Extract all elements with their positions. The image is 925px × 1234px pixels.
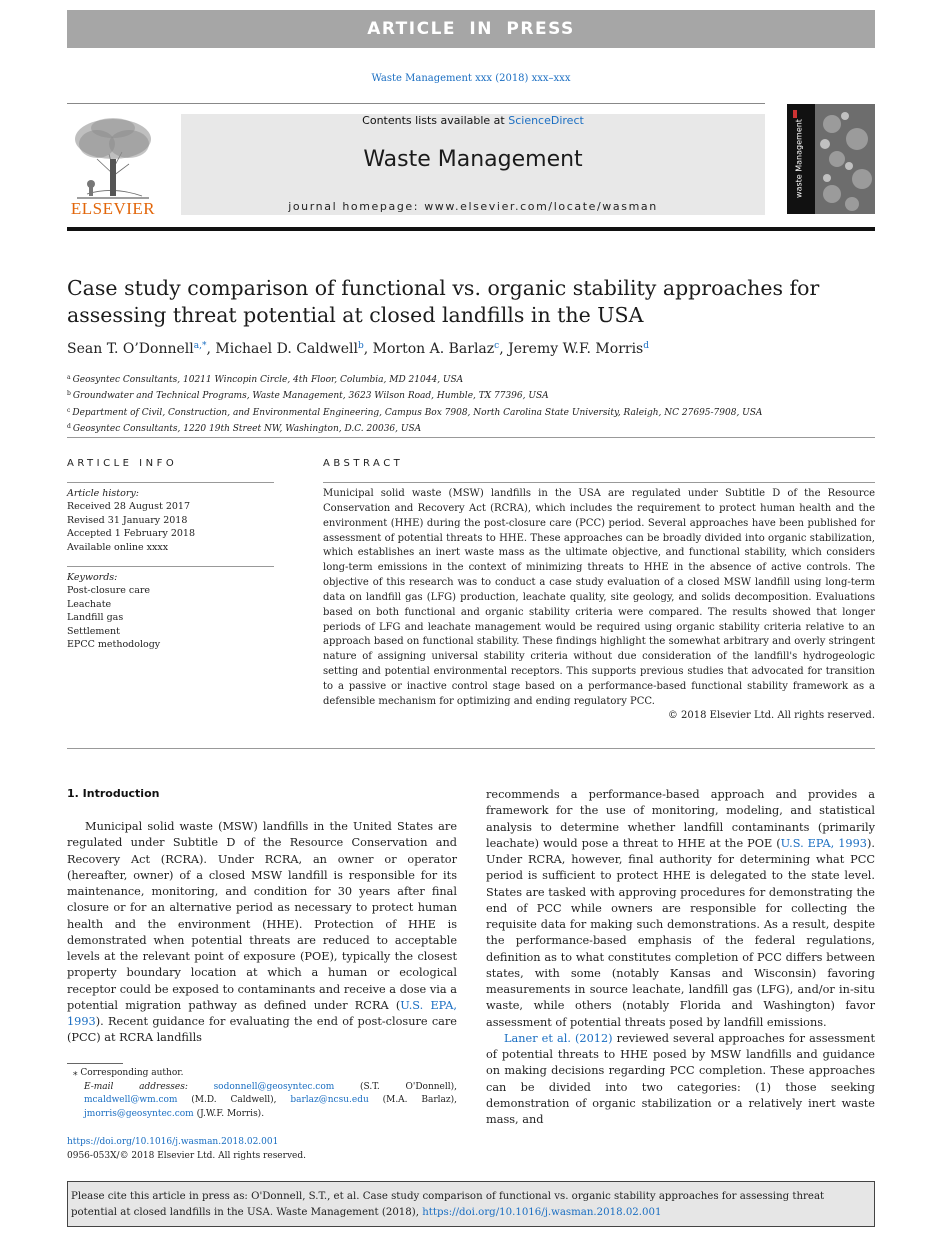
affil-text: Groundwater and Technical Programs, Waste Management, 3623 Wilson Road, Humble, TX 77396, USA	[72, 391, 549, 402]
keyword: Leachate	[67, 598, 112, 610]
paragraph	[67, 819, 457, 1047]
email-link[interactable]: mcaldwell@wm.com	[84, 1095, 178, 1105]
abstract-heading: ABSTRACT	[323, 458, 404, 469]
right-column-text	[486, 787, 875, 1128]
header-rule	[67, 103, 765, 104]
sciencedirect-link[interactable]: ScienceDirect	[508, 114, 584, 127]
affiliation	[67, 371, 875, 387]
doi-block	[67, 1136, 467, 1163]
contents-line	[181, 114, 765, 127]
text-run: ). Under RCRA, however, final authority for determining what PCC period is sufficient to protect HHE is delegated to the state level. States are tasked with approving procedures for demonstrating the end of PCC while owners are responsible for collecting the requisite data for making such demonstrations. As a result, despite the performance-based emphasis of the federal regulations, definition as to what constitutes completion of PCC differs between states, with some (notably Kansas and Wisconsin) favoring measurements in source leachate, landfill gas (LFG), and/or in-situ waste, while others (notably Florida and Washington) favor assessment of potential threats posed by landfill emissions.	[486, 836, 875, 1029]
author-name[interactable]: Sean T. O’Donnell	[67, 341, 194, 357]
keyword: Settlement	[67, 625, 120, 637]
keywords-label: Keywords:	[67, 572, 118, 583]
keyword: EPCC methodology	[67, 639, 161, 651]
email-link[interactable]: barlaz@ncsu.edu	[290, 1095, 369, 1105]
history-item: Available online xxxx	[67, 541, 169, 553]
affiliation	[67, 387, 875, 403]
citation-link[interactable]: U.S. EPA, 1993	[67, 998, 457, 1028]
citation-doi-link[interactable]: https://doi.org/10.1016/j.wasman.2018.02.001	[422, 1207, 662, 1218]
journal-header-box	[181, 114, 765, 215]
keyword: Post-closure care	[67, 585, 151, 597]
journal-title: Waste Management	[363, 147, 583, 172]
email-addresses	[67, 1081, 457, 1122]
author-affil-sup[interactable]: b	[357, 341, 364, 351]
author-list: Sean T. O’Donnell$^{a,*}$, Michael D. Caldwell$^b$, Morton A. Barlaz$^c$, Jeremy W.F. Morris$^d$	[67, 341, 650, 357]
paragraph	[486, 787, 875, 1031]
issn-line: 0956-053X/© 2018 Elsevier Ltd. All rights reserved.	[67, 1150, 306, 1161]
keyword: Landfill gas	[67, 612, 124, 624]
author-name[interactable]: Michael D. Caldwell	[215, 341, 358, 357]
article-info-heading: ARTICLE INFO	[67, 458, 178, 469]
paragraph	[486, 1031, 875, 1129]
divider	[67, 748, 875, 749]
abstract-copyright: © 2018 Elsevier Ltd. All rights reserved.	[667, 710, 875, 721]
section-heading: 1. Introduction	[67, 787, 160, 800]
citation-box	[67, 1181, 875, 1227]
history-item: Accepted 1 February 2018	[67, 528, 196, 540]
email-owner: (S.T. O'Donnell),	[360, 1081, 457, 1092]
affil-sup: b	[67, 390, 71, 398]
journal-reference-link[interactable]: Waste Management xxx (2018) xxx–xxx	[371, 73, 571, 84]
footnote-rule	[67, 1063, 123, 1064]
affil-text: Department of Civil, Construction, and Environmental Engineering, Campus Box 7908, North Carolina State University, Raleigh, NC 27695-7908, USA	[72, 407, 763, 418]
author-affil-sup[interactable]: a,*	[193, 341, 207, 351]
keywords	[67, 571, 274, 651]
email-owner: (M.A. Barlaz),	[382, 1095, 457, 1105]
affil-sup: d	[67, 423, 71, 431]
footnotes	[67, 1067, 457, 1121]
citation-link[interactable]: Laner et al. (2012)	[504, 1031, 613, 1045]
affiliation	[67, 420, 875, 436]
affil-text: Geosyntec Consultants, 1220 19th Street NW, Washington, D.C. 20036, USA	[72, 424, 422, 435]
author-affil-sup[interactable]: c	[494, 341, 500, 351]
email-owner: (J.W.F. Morris).	[196, 1108, 265, 1119]
header-thick-rule	[67, 227, 875, 231]
elsevier-logo-text: ELSEVIER	[70, 199, 156, 218]
corresponding-text: Corresponding author.	[80, 1068, 184, 1078]
affiliation-list	[67, 371, 875, 437]
contents-prefix: Contents lists available at	[362, 114, 509, 127]
email-link[interactable]: sodonnell@geosyntec.com	[213, 1081, 335, 1092]
text-run: reviewed several approaches for assessment of potential threats to HHE posed by MSW landfills and guidance on making decisions regarding PCC completion. These approaches can be divided into two categories: (1) those seeking demonstration of organic stabilization or a relatively inert waste mass, and	[486, 1031, 875, 1126]
author-name[interactable]: Morton A. Barlaz	[372, 341, 495, 357]
citation-link[interactable]: U.S. EPA, 1993	[780, 836, 867, 850]
divider	[67, 566, 274, 567]
doi-link[interactable]: https://doi.org/10.1016/j.wasman.2018.02.001	[67, 1137, 279, 1147]
divider	[323, 482, 875, 483]
affiliation	[67, 404, 875, 420]
text-run: recommends a performance-based approach and provides a framework for the use of monitoring, modeling, and statistical analysis to determine whether landfill contaminants (primarily leachate) would pose a threat to HHE at the POE (	[486, 788, 875, 850]
text-run: ). Recent guidance for evaluating the end of post-closure care (PCC) at RCRA landfills	[67, 1015, 457, 1045]
divider	[67, 437, 875, 438]
affil-text: Geosyntec Consultants, 10211 Wincopin Circle, 4th Floor, Columbia, MD 21044, USA	[72, 375, 464, 385]
abstract-text: Municipal solid waste (MSW) landfills in the USA are regulated under Subtitle D of the Resource Conservation and Recovery Act (RCRA), which includes the requirement to protect human health and the environment (HHE) during the post-closure care (PCC) period. Several approaches have been published for assessment of potential threats to HHE. These approaches can be broadly divided into organic stabilization, which establishes an inert waste mass as the ultimate objective, and functional stability, which considers long-term emissions in the context of minimizing threats to HHE in the absence of active controls. The objective of this research was to conduct a case study evaluation of a closed MSW landfill using long-term data on landfill gas (LFG) production, leachate quality, site geology, and solids decomposition. Evaluations based on both functional and organic stability criteria were compared. The results showed that longer periods of LFG and leachate management would be required using organic stability criteria relative to an approach based on functional stability. These findings highlight the somewhat arbitrary and overly stringent nature of assigning universal stability criteria without due consideration of the landfill's hydrogeologic setting and potential environmental receptors. This supports previous studies that advocated for transition to a passive or inactive control stage based on a performance-based functional stability framework as a defensible mechanism for optimizing and ending regulatory PCC.	[323, 488, 875, 707]
left-column-text	[67, 819, 457, 1047]
journal-cover-image	[787, 104, 875, 214]
author-name[interactable]: Jeremy W.F. Morris	[508, 341, 644, 357]
affil-sup: a	[67, 374, 71, 381]
corresponding-author-note: ⁎ Corresponding author.	[73, 1068, 184, 1078]
citation-text: Please cite this article in press as: O'Donnell, S.T., et al. Case study comparison of functional vs. organic stability approaches for assessing threat potential at closed landfills in the USA. Waste Management (2018),	[71, 1191, 825, 1218]
email-label: E-mail addresses:	[84, 1081, 188, 1092]
author-affil-sup[interactable]: d	[643, 341, 650, 351]
affil-sup: c	[67, 406, 71, 414]
email-link[interactable]: jmorris@geosyntec.com	[84, 1108, 194, 1119]
cover-title: waste Management	[794, 119, 804, 198]
article-history	[67, 487, 274, 554]
history-label: Article history:	[67, 488, 139, 499]
history-item: Received 28 August 2017	[67, 501, 191, 513]
article-title: Case study comparison of functional vs. organic stability approaches for assessing threat potential at closed landfills in the USA	[67, 276, 820, 327]
text-run: Municipal solid waste (MSW) landfills in the United States are regulated under Subtitle D of the Resource Conservation and Recovery Act (RCRA). Under RCRA, an owner or operator (hereafter, owner) of a closed MSW landfill is responsible for its maintenance, monitoring, and condition for 30 years after final closure or for an alternative period as necessary to protect human health and the environment (HHE). Protection of HHE is demonstrated when potential threats are reduced to acceptable levels at the relevant point of exposure (POE), typically the closest property boundary location at which a human or ecological receptor could be exposed to contaminants and receive a dose via a potential migration pathway as defined under RCRA (	[67, 820, 457, 1012]
email-owner: (M.D. Caldwell),	[191, 1095, 277, 1105]
divider	[67, 482, 274, 483]
journal-homepage[interactable]: journal homepage: www.elsevier.com/locate/wasman	[288, 200, 658, 213]
history-item: Revised 31 January 2018	[67, 514, 188, 526]
article-in-press-banner: ARTICLE IN PRESS	[67, 10, 875, 48]
